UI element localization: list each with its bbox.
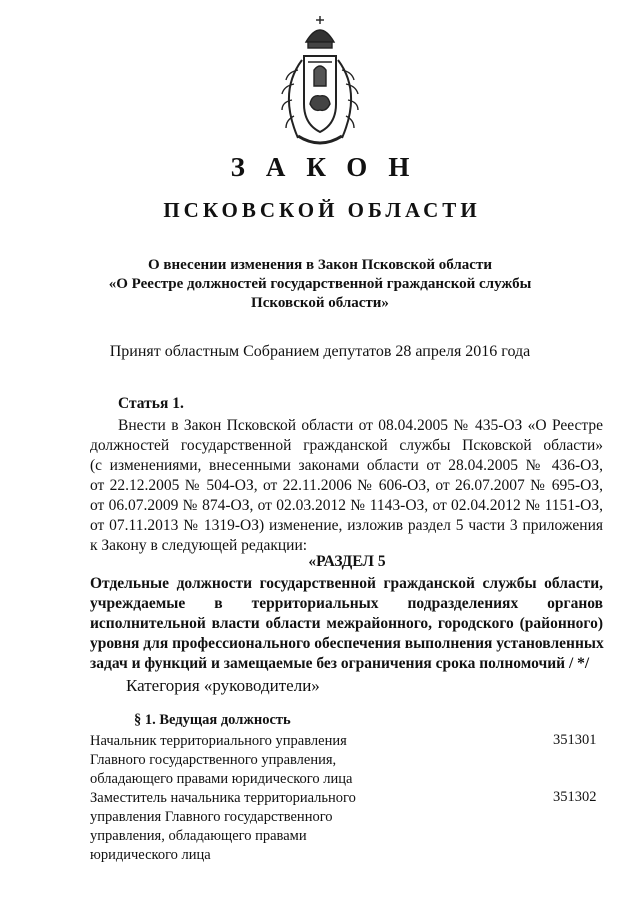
position-code: 351302 bbox=[553, 789, 597, 805]
article-line: к Закону в следующей редакции: bbox=[90, 537, 308, 554]
section-title-line: учреждаемые в территориальных подразделениях органов bbox=[90, 595, 603, 612]
article-heading: Статья 1. bbox=[118, 395, 184, 412]
position-line: управления Главного государственного bbox=[90, 809, 333, 825]
article-text bbox=[90, 416, 603, 556]
category-heading: Категория «руководители» bbox=[126, 676, 320, 695]
position-line: управления, обладающего правами bbox=[90, 828, 307, 844]
section-title-line: задач и функций и замещаемые без ограничения срока полномочий / */ bbox=[90, 655, 590, 672]
article-line: от 06.07.2009 № 874-ОЗ, от 02.03.2012 № 1143-ОЗ, от 02.04.2012 № 1151-ОЗ, bbox=[90, 497, 603, 514]
position-name bbox=[90, 789, 390, 865]
coat-of-arms-icon bbox=[268, 12, 372, 152]
article-line: от 07.11.2013 № 1319-ОЗ) изменение, изложив раздел 5 части 3 приложения bbox=[90, 517, 603, 534]
article-line: Внести в Закон Псковской области от 08.04.2005 № 435-ОЗ «О Реестре bbox=[118, 417, 603, 434]
section-title-line: исполнительной власти области межрайонного, городского (районного) bbox=[90, 615, 603, 632]
position-line: Заместитель начальника территориального bbox=[90, 790, 356, 806]
adoption-note: Принят областным Собранием депутатов 28 апреля 2016 года bbox=[109, 343, 531, 360]
section-title-line: уровня для профессионального обеспечения выполнения установленных bbox=[90, 635, 604, 652]
position-name bbox=[90, 732, 390, 789]
section-title bbox=[90, 574, 603, 674]
position-line: Начальник территориального управления bbox=[90, 733, 347, 749]
position-code: 351301 bbox=[553, 732, 597, 748]
law-subject bbox=[80, 256, 560, 313]
article-line: (с изменениями, внесенными законами области от 28.04.2005 № 436-ОЗ, bbox=[90, 457, 603, 474]
position-line: обладающего правами юридического лица bbox=[90, 771, 353, 787]
subject-line: «О Реестре должностей государственной гражданской службы bbox=[108, 276, 532, 292]
subject-line: О внесении изменения в Закон Псковской области bbox=[148, 257, 492, 273]
law-title: ЗАКОН bbox=[230, 152, 431, 182]
subject-line: Псковской области» bbox=[251, 295, 389, 311]
position-line: Главного государственного управления, bbox=[90, 752, 337, 768]
position-line: юридического лица bbox=[90, 847, 211, 863]
article-line: должностей государственной гражданской службы Псковской области» bbox=[90, 437, 603, 454]
subsection-heading: § 1. Ведущая должность bbox=[134, 712, 291, 728]
article-line: от 22.12.2005 № 504-ОЗ, от 22.11.2006 № 606-ОЗ, от 26.07.2007 № 695-ОЗ, bbox=[90, 477, 603, 494]
region-title: ПСКОВСКОЙ ОБЛАСТИ bbox=[163, 198, 481, 222]
section-heading: «РАЗДЕЛ 5 bbox=[308, 553, 386, 570]
section-title-line: Отдельные должности государственной гражданской службы области, bbox=[90, 575, 603, 592]
